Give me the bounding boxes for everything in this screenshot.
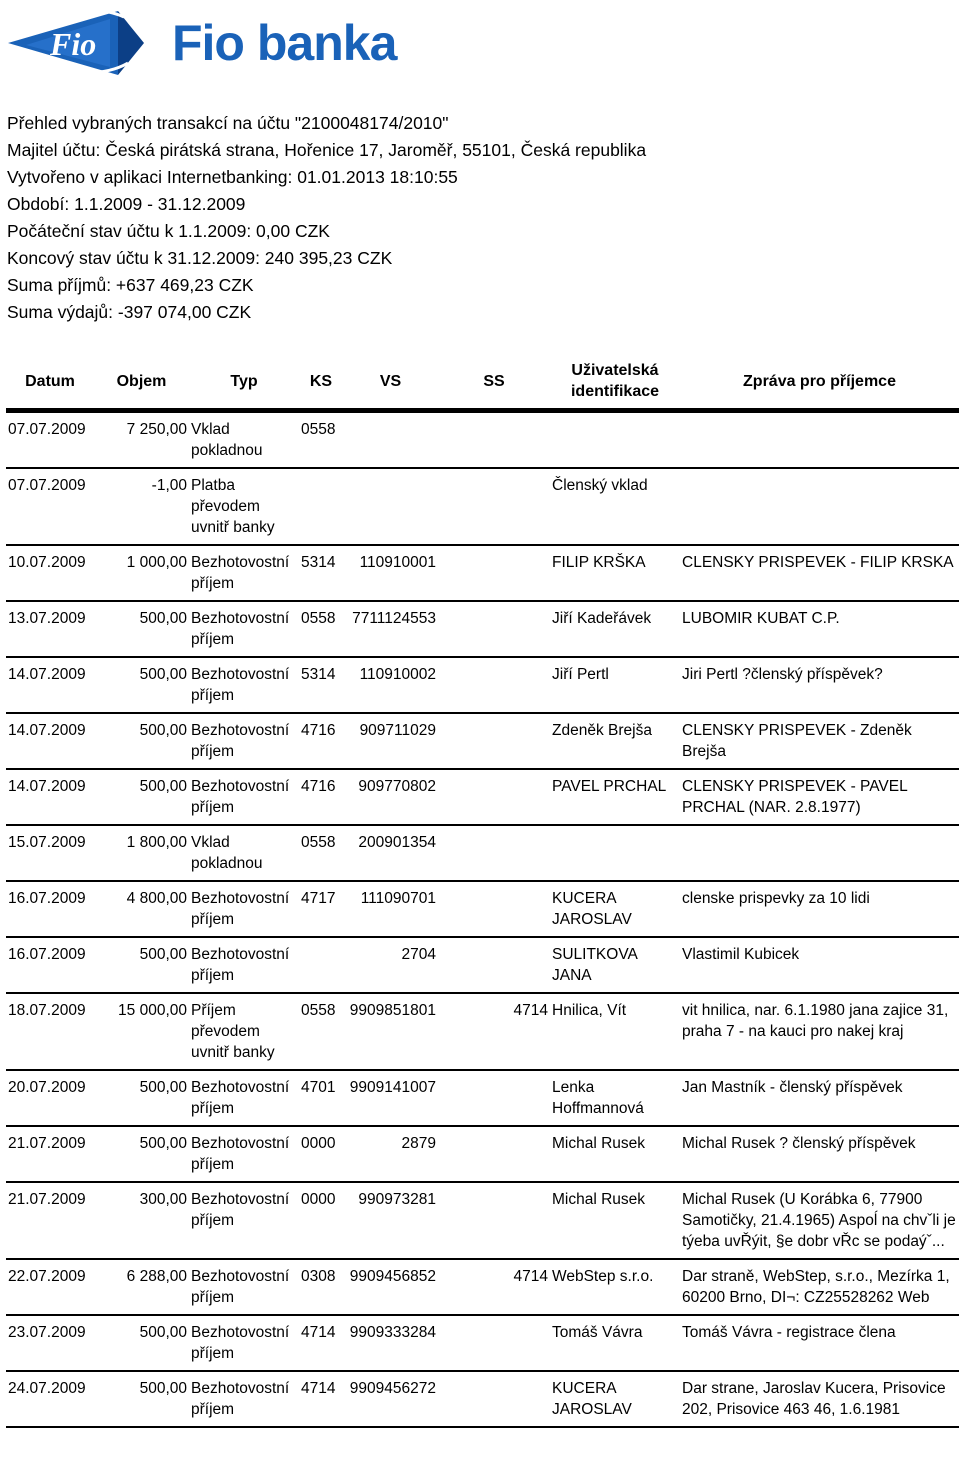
cell-amount: 1 000,00	[94, 545, 189, 601]
cell-ss	[438, 1070, 550, 1126]
cell-vs: 111090701	[343, 881, 438, 937]
cell-date: 10.07.2009	[6, 545, 94, 601]
cell-vs	[343, 411, 438, 469]
opening-balance: Počáteční stav účtu k 1.1.2009: 0,00 CZK	[7, 221, 330, 241]
cell-date: 21.07.2009	[6, 1182, 94, 1259]
cell-vs: 9909851801	[343, 993, 438, 1070]
transactions-table	[6, 356, 959, 1428]
cell-ks: 0558	[299, 411, 343, 469]
cell-type: Vklad pokladnou	[189, 411, 299, 469]
cell-ss	[438, 601, 550, 657]
cell-message: CLENSKY PRISPEVEK - PAVEL PRCHAL (NAR. 2.8.1977)	[680, 769, 959, 825]
cell-ks	[299, 468, 343, 545]
cell-type: Bezhotovostní příjem	[189, 937, 299, 993]
cell-user-id: PAVEL PRCHAL	[550, 769, 680, 825]
cell-type: Bezhotovostní příjem	[189, 769, 299, 825]
cell-date: 22.07.2009	[6, 1259, 94, 1315]
cell-type: Bezhotovostní příjem	[189, 881, 299, 937]
cell-message: Michal Rusek ? členský příspěvek	[680, 1126, 959, 1182]
logo-mark-text: Fio	[50, 26, 97, 62]
header-amount: Objem	[94, 356, 189, 411]
cell-type: Bezhotovostní příjem	[189, 1259, 299, 1315]
expense-total: Suma výdajů: -397 074,00 CZK	[7, 302, 252, 322]
cell-ks: 0000	[299, 1126, 343, 1182]
cell-amount: 15 000,00	[94, 993, 189, 1070]
cell-type: Bezhotovostní příjem	[189, 713, 299, 769]
cell-ss	[438, 881, 550, 937]
table-row	[6, 1259, 959, 1315]
cell-vs: 110910002	[343, 657, 438, 713]
cell-message: clenske prispevky za 10 lidi	[680, 881, 959, 937]
cell-date: 14.07.2009	[6, 769, 94, 825]
cell-vs: 909770802	[343, 769, 438, 825]
cell-ss	[438, 545, 550, 601]
cell-ks: 4716	[299, 713, 343, 769]
table-row	[6, 1182, 959, 1259]
cell-amount: 500,00	[94, 937, 189, 993]
cell-ss	[438, 1126, 550, 1182]
cell-user-id: Jiří Pertl	[550, 657, 680, 713]
cell-message: Dar strane, Jaroslav Kucera, Prisovice 202, Prisovice 463 46, 1.6.1981	[680, 1371, 959, 1427]
cell-user-id: Michal Rusek	[550, 1126, 680, 1182]
table-header	[6, 356, 959, 411]
cell-amount: 1 800,00	[94, 825, 189, 881]
cell-vs: 2704	[343, 937, 438, 993]
cell-message: Michal Rusek (U Korábka 6, 77900 Samotičky, 21.4.1965) Aspoĺ na chvˇli je týeba uvŘýit, §e dobr vŘc se podaýˇ...	[680, 1182, 959, 1259]
cell-amount: 500,00	[94, 1126, 189, 1182]
fio-logo	[6, 4, 396, 82]
cell-message: Jan Mastník - členský příspěvek	[680, 1070, 959, 1126]
cell-vs: 200901354	[343, 825, 438, 881]
cell-ks: 0558	[299, 825, 343, 881]
table-row	[6, 825, 959, 881]
header-type: Typ	[189, 356, 299, 411]
cell-message: Tomáš Vávra - registrace člena	[680, 1315, 959, 1371]
table-row	[6, 468, 959, 545]
cell-message	[680, 468, 959, 545]
header-date: Datum	[6, 356, 94, 411]
cell-user-id: SULITKOVA JANA	[550, 937, 680, 993]
cell-ks: 0558	[299, 993, 343, 1070]
table-row	[6, 601, 959, 657]
cell-ks: 4717	[299, 881, 343, 937]
cell-date: 15.07.2009	[6, 825, 94, 881]
cell-ks	[299, 937, 343, 993]
cell-amount: 500,00	[94, 601, 189, 657]
table-row	[6, 1315, 959, 1371]
cell-type: Příjem převodem uvnitř banky	[189, 993, 299, 1070]
cell-vs: 9909141007	[343, 1070, 438, 1126]
table-row	[6, 993, 959, 1070]
cell-user-id: WebStep s.r.o.	[550, 1259, 680, 1315]
cell-message: vit hnilica, nar. 6.1.1980 jana zajice 31, praha 7 - na kauci pro nakej kraj	[680, 993, 959, 1070]
cell-ks: 5314	[299, 657, 343, 713]
cell-ks: 0000	[299, 1182, 343, 1259]
cell-ss	[438, 657, 550, 713]
cell-ks: 5314	[299, 545, 343, 601]
cell-date: 07.07.2009	[6, 468, 94, 545]
table-row	[6, 713, 959, 769]
cell-vs: 909711029	[343, 713, 438, 769]
cell-user-id: KUCERA JAROSLAV	[550, 881, 680, 937]
cell-ss	[438, 1182, 550, 1259]
cell-ks: 0308	[299, 1259, 343, 1315]
cell-ks: 4714	[299, 1371, 343, 1427]
cell-amount: 6 288,00	[94, 1259, 189, 1315]
brand-name: Fio banka	[172, 15, 397, 71]
cell-user-id: Lenka Hoffmannová	[550, 1070, 680, 1126]
cell-date: 18.07.2009	[6, 993, 94, 1070]
cell-type: Bezhotovostní příjem	[189, 601, 299, 657]
cell-vs: 9909456272	[343, 1371, 438, 1427]
cell-ss: 4714	[438, 993, 550, 1070]
cell-amount: 7 250,00	[94, 411, 189, 469]
period: Období: 1.1.2009 - 31.12.2009	[7, 194, 246, 214]
cell-amount: 4 800,00	[94, 881, 189, 937]
header-message: Zpráva pro příjemce	[680, 356, 959, 411]
cell-user-id: KUCERA JAROSLAV	[550, 1371, 680, 1427]
cell-type: Bezhotovostní příjem	[189, 545, 299, 601]
table-row	[6, 1126, 959, 1182]
cell-amount: 500,00	[94, 769, 189, 825]
cell-ks: 0558	[299, 601, 343, 657]
cell-message: CLENSKY PRISPEVEK - Zdeněk Brejša	[680, 713, 959, 769]
header-user-id: Uživatelská identifikace	[550, 356, 680, 411]
cell-type: Bezhotovostní příjem	[189, 1182, 299, 1259]
cell-amount: 500,00	[94, 1070, 189, 1126]
cell-amount: 500,00	[94, 1371, 189, 1427]
cell-user-id: Členský vklad	[550, 468, 680, 545]
cell-amount: 300,00	[94, 1182, 189, 1259]
cell-vs: 9909333284	[343, 1315, 438, 1371]
cell-user-id: Zdeněk Brejša	[550, 713, 680, 769]
cell-date: 16.07.2009	[6, 937, 94, 993]
account-owner: Majitel účtu: Česká pirátská strana, Hořenice 17, Jaroměř, 55101, Česká republika	[7, 140, 647, 160]
cell-type: Bezhotovostní příjem	[189, 1126, 299, 1182]
account-summary	[7, 110, 646, 326]
table-row	[6, 1070, 959, 1126]
cell-date: 21.07.2009	[6, 1126, 94, 1182]
transactions-body	[6, 411, 959, 1428]
cell-ss	[438, 713, 550, 769]
cell-vs: 9909456852	[343, 1259, 438, 1315]
cell-vs: 2879	[343, 1126, 438, 1182]
cell-ss	[438, 1371, 550, 1427]
cell-amount: 500,00	[94, 713, 189, 769]
table-row	[6, 657, 959, 713]
cell-user-id	[550, 825, 680, 881]
cell-type: Platba převodem uvnitř banky	[189, 468, 299, 545]
cell-message: Dar straně, WebStep, s.r.o., Mezírka 1, 60200 Brno, DI¬: CZ25528262 Web	[680, 1259, 959, 1315]
cell-message: CLENSKY PRISPEVEK - FILIP KRSKA	[680, 545, 959, 601]
cell-ss	[438, 825, 550, 881]
cell-user-id: Hnilica, Vít	[550, 993, 680, 1070]
cell-ss	[438, 937, 550, 993]
cell-message	[680, 825, 959, 881]
cell-ss	[438, 468, 550, 545]
cell-user-id: Tomáš Vávra	[550, 1315, 680, 1371]
cell-vs: 990973281	[343, 1182, 438, 1259]
cell-ks: 4714	[299, 1315, 343, 1371]
table-row	[6, 937, 959, 993]
header-vs: VS	[343, 356, 438, 411]
cell-date: 20.07.2009	[6, 1070, 94, 1126]
closing-balance: Koncový stav účtu k 31.12.2009: 240 395,23 CZK	[7, 248, 393, 268]
cell-user-id	[550, 411, 680, 469]
income-total: Suma příjmů: +637 469,23 CZK	[7, 275, 254, 295]
cell-date: 13.07.2009	[6, 601, 94, 657]
header-ks: KS	[299, 356, 343, 411]
cell-ss	[438, 769, 550, 825]
cell-date: 23.07.2009	[6, 1315, 94, 1371]
cell-date: 07.07.2009	[6, 411, 94, 469]
header-ss: SS	[438, 356, 550, 411]
table-row	[6, 411, 959, 469]
created-date: Vytvořeno v aplikaci Internetbanking: 01.01.2013 18:10:55	[7, 167, 458, 187]
cell-message: LUBOMIR KUBAT C.P.	[680, 601, 959, 657]
cell-ks: 4716	[299, 769, 343, 825]
table-row	[6, 545, 959, 601]
cell-date: 14.07.2009	[6, 713, 94, 769]
table-row	[6, 881, 959, 937]
cell-user-id: Jiří Kadeřávek	[550, 601, 680, 657]
cell-ss	[438, 411, 550, 469]
report-title: Přehled vybraných transakcí na účtu "2100048174/2010"	[7, 113, 449, 133]
cell-type: Bezhotovostní příjem	[189, 657, 299, 713]
cell-ss	[438, 1315, 550, 1371]
cell-type: Vklad pokladnou	[189, 825, 299, 881]
cell-vs	[343, 468, 438, 545]
cell-type: Bezhotovostní příjem	[189, 1315, 299, 1371]
cell-message	[680, 411, 959, 469]
cell-ss: 4714	[438, 1259, 550, 1315]
cell-date: 16.07.2009	[6, 881, 94, 937]
cell-message: Vlastimil Kubicek	[680, 937, 959, 993]
cell-date: 14.07.2009	[6, 657, 94, 713]
cell-ks: 4701	[299, 1070, 343, 1126]
cell-message: Jiri Pertl ?členský příspěvek?	[680, 657, 959, 713]
cell-type: Bezhotovostní příjem	[189, 1070, 299, 1126]
cell-type: Bezhotovostní příjem	[189, 1371, 299, 1427]
cell-amount: -1,00	[94, 468, 189, 545]
table-row	[6, 769, 959, 825]
fio-flag-icon	[6, 5, 146, 81]
cell-vs: 110910001	[343, 545, 438, 601]
cell-vs: 7711124553	[343, 601, 438, 657]
cell-user-id: Michal Rusek	[550, 1182, 680, 1259]
cell-amount: 500,00	[94, 657, 189, 713]
table-row	[6, 1371, 959, 1427]
cell-amount: 500,00	[94, 1315, 189, 1371]
cell-user-id: FILIP KRŠKA	[550, 545, 680, 601]
cell-date: 24.07.2009	[6, 1371, 94, 1427]
